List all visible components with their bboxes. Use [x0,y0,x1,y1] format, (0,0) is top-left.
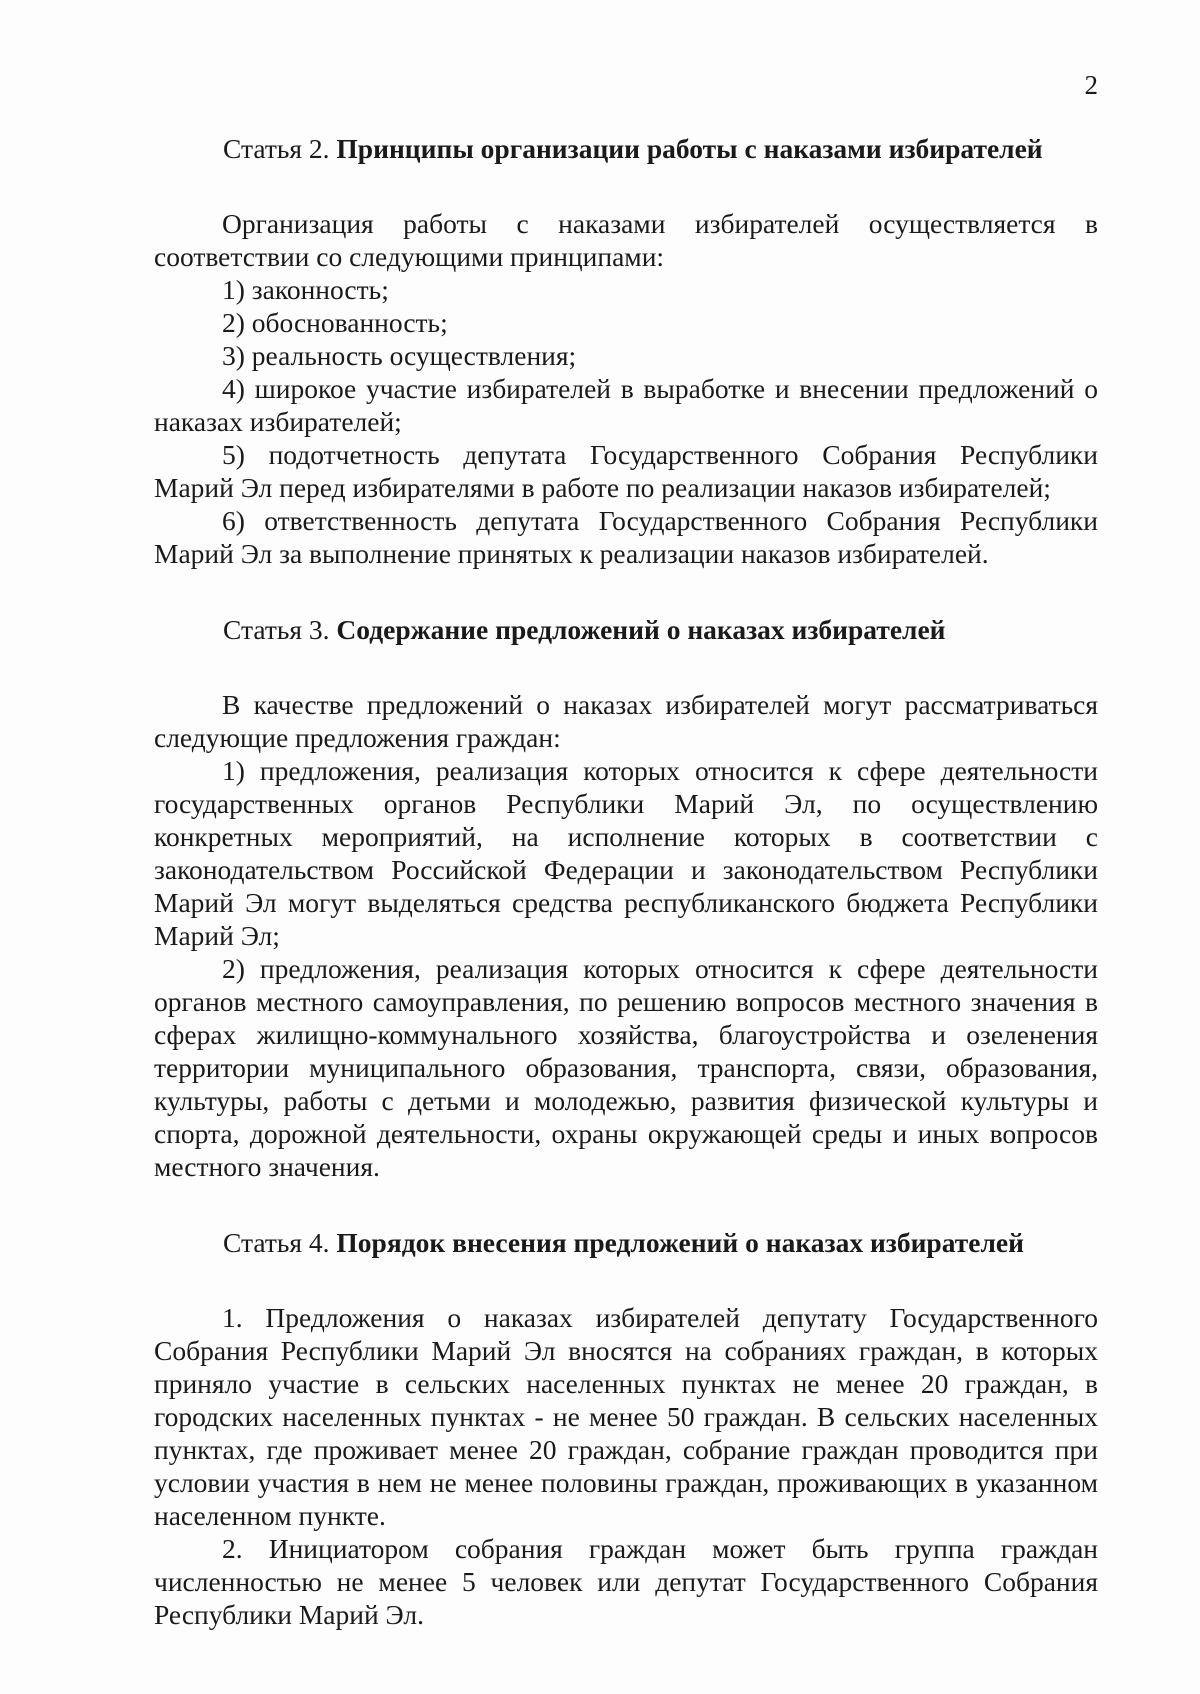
paragraph: Организация работы с наказами избирателей осуществляется в соответствии со следующими принципами: [154,208,1098,272]
article-label: Статья 4. [223,1227,330,1258]
article-title: Принципы организации работы с наказами избирателей [336,133,1043,164]
article-3 [154,613,1098,1183]
list-item: 1) предложения, реализация которых относится к сфере деятельности государственных органов Республики Марий Эл, по осуществлению конкретных мероприятий, на исполнение которых в соответствии с законодательством Российской Федерации и законодательством Республики Марий Эл могут выделяться средства республиканского бюджета Республики Марий Эл; [154,755,1098,951]
list-item: 2) предложения, реализация которых относится к сфере деятельности органов местного самоуправления, по решению вопросов местного значения в сферах жилищно-коммунального хозяйства, благоустройства и озеленения территории муниципального образования, транспорта, связи, образования, культуры, работы с детьми и молодежью, развития физической культуры и спорта, дорожной деятельности, охраны окружающей среды и иных вопросов местного значения. [154,953,1098,1182]
article-title: Содержание предложений о наказах избирателей [336,614,946,645]
article-heading [154,613,1098,646]
document-body [154,132,1098,1631]
article-heading [154,1226,1098,1259]
article-title: Порядок внесения предложений о наказах избирателей [336,1227,1024,1258]
list-item: 3) реальность осуществления; [222,340,577,371]
article-heading [154,132,1098,165]
list-item: 4) широкое участие избирателей в выработке и внесении предложений о наказах избирателей; [154,373,1098,437]
article-2 [154,132,1098,570]
article-label: Статья 3. [223,614,330,645]
article-label: Статья 2. [223,133,330,164]
page-number: 2 [1084,70,1098,100]
list-item: 5) подотчетность депутата Государственного Собрания Республики Марий Эл перед избирателями в работе по реализации наказов избирателей; [154,439,1098,503]
list-item: 6) ответственность депутата Государственного Собрания Республики Марий Эл за выполнение принятых к реализации наказов избирателей. [154,505,1098,569]
list-item: 2) обоснованность; [222,307,448,338]
list-item: 1) законность; [222,274,389,305]
article-4 [154,1226,1098,1631]
paragraph: В качестве предложений о наказах избирателей могут рассматриваться следующие предложения граждан: [154,689,1098,753]
paragraph: 2. Инициатором собрания граждан может быть группа граждан численностью не менее 5 человек или депутат Государственного Собрания Республики Марий Эл. [154,1533,1098,1630]
paragraph: 1. Предложения о наказах избирателей депутату Государственного Собрания Республики Марий Эл вносятся на собраниях граждан, в которых приняло участие в сельских населенных пунктах не менее 20 граждан, в городских населенных пунктах - не менее 50 граждан. В сельских населенных пунктах, где проживает менее 20 граждан, собрание граждан проводится при условии участия в нем не менее половины граждан, проживающих в указанном населенном пункте. [154,1302,1098,1531]
